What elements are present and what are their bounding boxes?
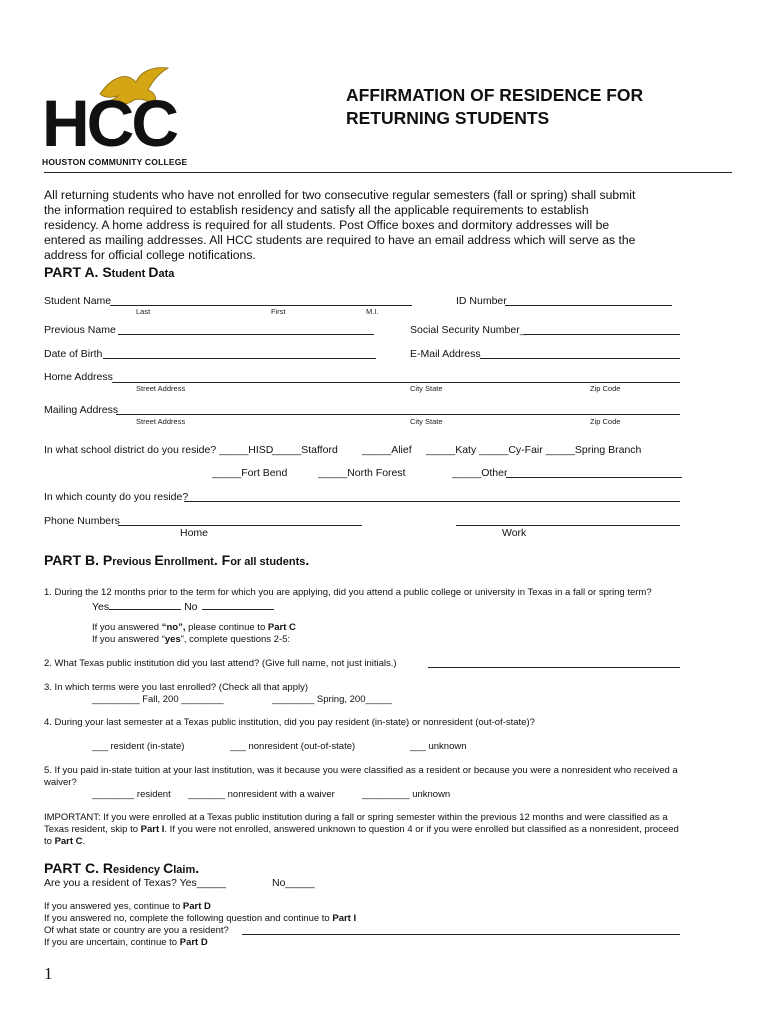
q1-answers <box>92 599 274 613</box>
part-c-heading <box>44 860 199 876</box>
imp-c3: . <box>82 836 86 847</box>
part-b-h2s: nrollment <box>163 556 214 568</box>
q1-no-label: No <box>184 601 198 613</box>
part-c-l2a: If you answered no, complete the following question and continue to <box>44 913 333 924</box>
mailing-address-label: Mailing Address <box>44 404 119 416</box>
id-number-field[interactable] <box>505 305 672 306</box>
q2-field[interactable] <box>428 667 680 668</box>
page-title <box>346 84 643 130</box>
county-question: In which county do you reside? <box>44 491 189 503</box>
part-b-h3s: or all students <box>230 556 306 568</box>
first-label: First <box>271 307 286 316</box>
county-field[interactable] <box>184 501 680 502</box>
fall-option[interactable]: _________ Fall, 200 ________ <box>92 694 224 705</box>
part-b-h3: . F <box>213 552 231 568</box>
texas-resident-question[interactable]: Are you a resident of Texas? Yes_____ <box>44 877 226 889</box>
email-label: E-Mail Address <box>410 348 481 360</box>
important-line-1: IMPORTANT: If you were enrolled at a Texas public institution during a fall or spring semester within the previous 12 months and were classified as a <box>44 812 668 823</box>
ssn-field[interactable] <box>524 334 680 335</box>
home-city-label: City State <box>410 384 443 393</box>
resident-option[interactable]: ________ resident <box>92 789 171 800</box>
part-b-h1s: revious <box>112 556 155 568</box>
important-line-3 <box>44 836 85 847</box>
hcc-logo <box>40 64 200 170</box>
home-address-field[interactable] <box>112 382 680 383</box>
home-address-label: Home Address <box>44 371 113 383</box>
last-label: Last <box>136 307 151 316</box>
home-zip-label: Zip Code <box>590 384 621 393</box>
resident-in-state-option[interactable]: ___ resident (in-state) <box>92 741 185 752</box>
question-4: 4. During your last semester at a Texas public institution, did you pay resident (in-state) or nonresident (out-of-state)? <box>44 717 535 728</box>
part-b-heading <box>44 552 309 568</box>
previous-name-field[interactable] <box>118 334 374 335</box>
part-a-heading-4: ata <box>158 268 175 280</box>
mi-label: M.I. <box>366 307 379 316</box>
intro-paragraph: All returning students who have not enrolled for two consecutive regular semesters (fall or spring) shall submit the information required to establish residency and satisfy all the applicable requirements to establish residency. A home address is required for all students. Post Office boxes and dormitory addresses will be entered as mailing addresses. All HCC students are required to have an email address which will serve as the address for official college notifications. <box>44 188 636 262</box>
question-3: 3. In which terms were you last enrolled? (Check all that apply) <box>44 682 309 693</box>
email-field[interactable] <box>480 358 680 359</box>
imp-b3: . If you were not enrolled, answered unknown to question 4 or if you were enrolled but classified as a nonresident, proceed <box>164 824 679 835</box>
previous-name-label: Previous Name <box>44 324 116 336</box>
if-no-d: Part C <box>267 622 296 633</box>
part-a-heading <box>44 264 174 280</box>
imp-b1: Texas resident, skip to <box>44 824 141 835</box>
mail-zip-label: Zip Code <box>590 417 621 426</box>
spring-option[interactable]: ________ Spring, 200_____ <box>272 694 392 705</box>
work-phone-label: Work <box>502 527 527 539</box>
student-name-label: Student Name <box>44 295 112 307</box>
stafford-option[interactable]: _____Stafford <box>272 444 338 456</box>
home-street-label: Street Address <box>136 384 186 393</box>
if-yes-a: If you answered “ <box>92 634 165 645</box>
if-yes-b: yes <box>164 634 181 645</box>
north-forest-option[interactable]: _____North Forest <box>318 467 406 479</box>
if-no-instruction <box>92 622 296 633</box>
part-c-h2: C <box>163 860 174 876</box>
q1-yes-label: Yes <box>92 601 110 613</box>
part-c-h1: PART C. R <box>44 860 113 876</box>
if-no-c: please continue to <box>185 622 268 633</box>
part-a-heading-3: D <box>148 264 159 280</box>
important-line-2 <box>44 824 679 835</box>
other-field[interactable] <box>506 477 682 478</box>
ssn-label: Social Security Number_ <box>410 324 526 336</box>
part-c-l4a: If you are uncertain, continue to <box>44 937 180 948</box>
imp-c1: to <box>44 836 55 847</box>
title-line-1: AFFIRMATION OF RESIDENCE FOR <box>346 85 644 105</box>
if-no-b: “no”, <box>161 622 186 633</box>
student-name-field[interactable] <box>110 305 412 306</box>
part-c-l1b: Part D <box>182 901 211 912</box>
unknown-option-1[interactable]: ___ unknown <box>410 741 467 752</box>
nonresident-out-of-state-option[interactable]: ___ nonresident (out-of-state) <box>230 741 356 752</box>
phone-numbers-label: Phone Numbers <box>44 515 120 527</box>
part-a-heading-2: tudent <box>111 268 149 280</box>
part-c-line-2 <box>44 913 356 924</box>
home-phone-label: Home <box>180 527 209 539</box>
part-a-heading-1: PART A. S <box>44 264 112 280</box>
imp-c2: Part C <box>54 836 83 847</box>
logo-college-name: HOUSTON COMMUNITY COLLEGE <box>42 157 188 167</box>
alief-option[interactable]: _____Alief <box>362 444 412 456</box>
title-line-2: RETURNING STUDENTS <box>346 108 550 128</box>
part-b-h4: . <box>305 552 310 568</box>
part-c-l2b: Part I <box>332 913 357 924</box>
page-number: 1 <box>44 964 53 983</box>
question-2: 2. What Texas public institution did you last attend? (Give full name, not just initials.) <box>44 658 397 669</box>
header-divider <box>44 172 732 173</box>
nonresident-waiver-option[interactable]: _______ nonresident with a waiver <box>188 789 335 800</box>
part-c-l1a: If you answered yes, continue to <box>44 901 183 912</box>
if-no-a: If you answered <box>92 622 162 633</box>
q1-yes-field[interactable] <box>109 599 181 610</box>
q1-no-field[interactable] <box>202 599 274 610</box>
id-number-label: ID Number <box>456 295 507 307</box>
part-c-line-3: Of what state or country are you a resident? <box>44 925 229 936</box>
katy-cyfair-spring-branch-options[interactable]: _____Katy _____Cy-Fair _____Spring Branch <box>426 444 642 456</box>
question-5-line-2: waiver? <box>44 777 77 788</box>
part-b-h1: PART B. P <box>44 552 113 568</box>
part-c-h2s: laim <box>173 864 196 876</box>
part-c-h3: . <box>195 860 200 876</box>
mail-street-label: Street Address <box>136 417 186 426</box>
other-option[interactable]: _____Other <box>452 467 508 479</box>
question-1: 1. During the 12 months prior to the term for which you are applying, did you attend a public college or university in Texas in a fall or spring term? <box>44 587 652 598</box>
part-c-line-4 <box>44 937 208 948</box>
work-phone-field[interactable] <box>456 525 680 526</box>
state-country-field[interactable] <box>242 934 680 935</box>
mail-city-label: City State <box>410 417 443 426</box>
district-question: In what school district do you reside? _____HISD <box>44 444 274 456</box>
if-yes-c: ”, complete questions 2-5: <box>180 634 291 645</box>
if-yes-instruction <box>92 634 290 645</box>
imp-b2: Part I <box>140 824 165 835</box>
part-c-l4b: Part D <box>179 937 208 948</box>
logo-letters: HCC <box>42 86 176 160</box>
question-5-line-1: 5. If you paid in-state tuition at your last institution, was it because you were classified as a resident or because you were a nonresident who received a <box>44 765 678 776</box>
texas-resident-no[interactable]: No_____ <box>272 877 315 889</box>
part-c-h1s: esidency <box>112 864 164 876</box>
part-c-line-1 <box>44 901 211 912</box>
part-b-h2: E <box>154 552 164 568</box>
fort-bend-option[interactable]: _____Fort Bend <box>212 467 288 479</box>
home-phone-field[interactable] <box>118 525 362 526</box>
mailing-address-field[interactable] <box>116 414 680 415</box>
dob-label: Date of Birth <box>44 348 103 360</box>
dob-field[interactable] <box>103 358 376 359</box>
unknown-option-2[interactable]: _________ unknown <box>362 789 451 800</box>
